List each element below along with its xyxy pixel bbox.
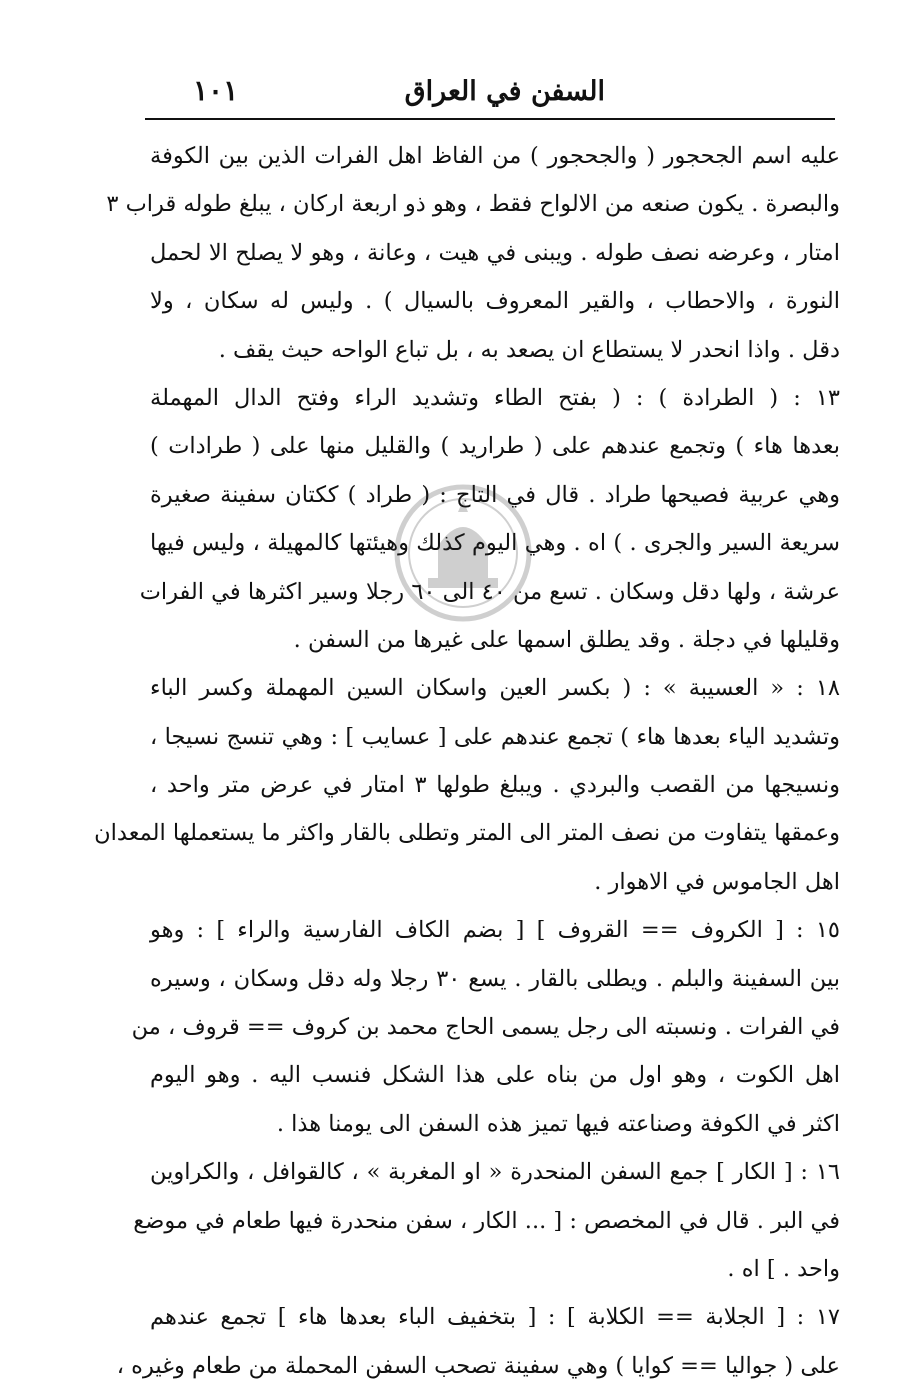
text-line: وتشديد الياء بعدها هاء ) تجمع عندهم على [ عسايب ] : وهي تنسج نسيجا ، bbox=[150, 723, 840, 750]
text-line: وهي عربية فصيحها طراد . قال في التاج : ( طراد ) ككتان سفينة صغيرة bbox=[150, 481, 840, 508]
text-line: في الفرات . ونسبته الى رجل يسمى الحاج محمد بن كروف == قروف ، من bbox=[131, 1014, 840, 1041]
text-line: بعدها هاء ) وتجمع عندهم على ( طراريد ) والقليل منها على ( طرادات ) bbox=[150, 433, 840, 460]
text-line: عرشة ، ولها دقل وسكان . تسع من ٤٠ الى ٦٠ رجلا وسير اكثرها في الفرات bbox=[139, 578, 840, 605]
text-line: وعمقها يتفاوت من نصف المتر الى المتر وتطلى بالقار واكثر ما يستعملها المعدان bbox=[94, 820, 840, 847]
text-line: واحد . ] اه . bbox=[727, 1255, 840, 1282]
header-rule bbox=[145, 118, 835, 120]
page-number: ١٠١ bbox=[193, 74, 239, 107]
text-line: في البر . قال في المخصص : [ ... الكار ، سفن منحدرة فيها طعام في موضع bbox=[133, 1207, 840, 1234]
text-line: ١٣ : ( الطرادة ) : ( بفتح الطاء وتشديد الراء وفتح الدال المهملة bbox=[150, 384, 840, 411]
text-line: ١٧ : [ الجلابة == الكلابة ] : [ بتخفيف الباء بعدها هاء ] تجمع عندهم bbox=[150, 1304, 840, 1331]
text-line: ١٥ : [ الكروف == القروف ] [ بضم الكاف الفارسية والراء ] : وهو bbox=[150, 917, 840, 944]
text-line: بين السفينة والبلم . ويطلى بالقار . يسع ٣٠ رجلا وله دقل وسكان ، وسيره bbox=[150, 965, 840, 992]
text-line: وقليلها في دجلة . وقد يطلق اسمها على غيرها من السفن . bbox=[293, 626, 840, 653]
page-header bbox=[145, 62, 835, 118]
text-line: والبصرة . يكون صنعه من الالواح فقط ، وهو ذو اربعة اركان ، يبلغ طوله قراب ٣ bbox=[106, 191, 840, 218]
text-line: على ( جواليا == كوايا ) وهي سفينة تصحب السفن المحملة من طعام وغيره ، bbox=[116, 1352, 840, 1379]
text-line: اكثر في الكوفة وصناعته فيها تميز هذه السفن الى يومنا هذا . bbox=[276, 1110, 840, 1137]
text-line: النورة ، والاحطاب ، والقير المعروف بالسيال ) . وليس له سكان ، ولا bbox=[150, 288, 840, 315]
text-line: اهل الجاموس في الاهوار . bbox=[594, 868, 840, 895]
text-line: ١٦ : [ الكار ] جمع السفن المنحدرة « او المغربة » ، كالقوافل ، والكراوين bbox=[150, 1159, 840, 1186]
text-line: عليه اسم الجحجور ( والجحجور ) من الفاظ اهل الفرات الذين بين الكوفة bbox=[150, 143, 840, 169]
text-line: سريعة السير والجرى . ) اه . وهي اليوم كذلك وهيئتها كالمهيلة ، وليس فيها bbox=[150, 530, 840, 557]
text-line: امتار ، وعرضه نصف طوله . ويبنى في هيت ، وعانة ، وهو لا يصلح الا لحمل bbox=[150, 239, 840, 266]
body-text bbox=[94, 132, 840, 1390]
text-line: اهل الكوت ، وهو اول من بناه على هذا الشكل فنسب اليه . وهو اليوم bbox=[150, 1062, 840, 1089]
running-title: السفن في العراق bbox=[404, 76, 605, 107]
text-line: دقل . واذا انحدر لا يستطاع ان يصعد به ، بل تباع الواحه حيث يقف . bbox=[218, 336, 840, 363]
text-line: ونسيجها من القصب والبردي . ويبلغ طولها ٣ امتار في عرض متر واحد ، bbox=[150, 772, 840, 799]
text-line: ١٨ : « العسيبة » : ( بكسر العين واسكان السين المهملة وكسر الباء bbox=[150, 675, 840, 702]
